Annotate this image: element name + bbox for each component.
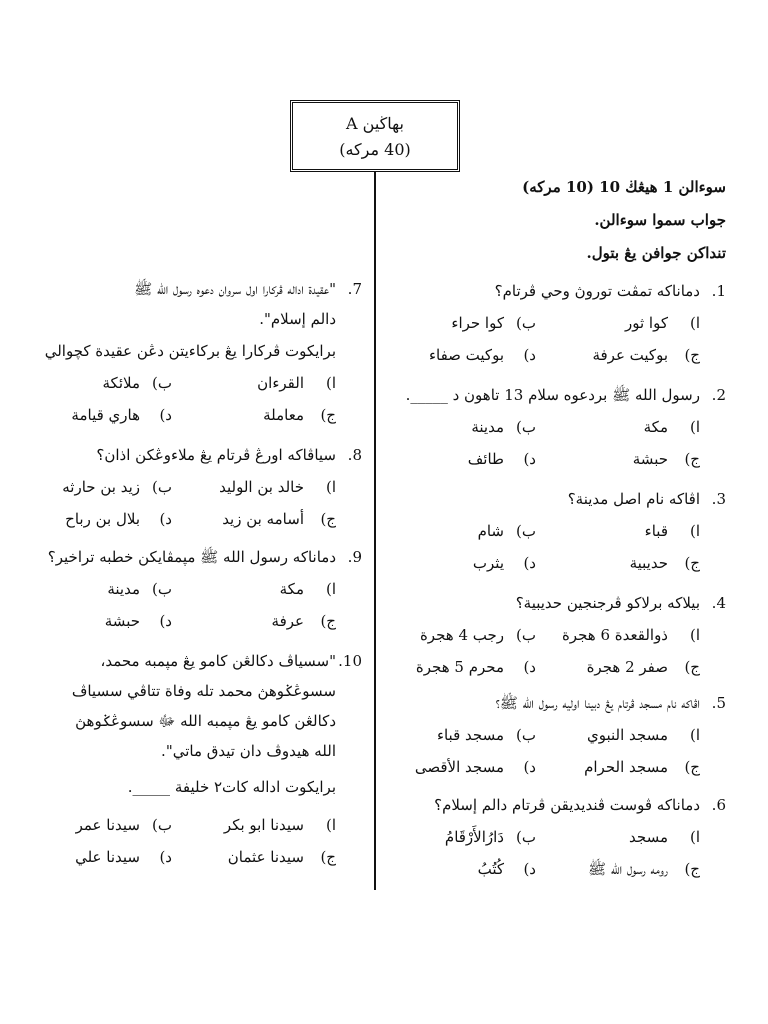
option-d-letter: د) [523,860,536,878]
option-a: خالد بن الوليد [219,478,304,496]
question-text-line-1: "عقيدة اداله ڤركارا اول سروان دعوه رسول الله ﷺ [134,280,336,298]
instruction-line-2: جواب سموا سوءالن. [594,211,726,229]
option-c-letter: ج) [684,860,700,878]
option-b: ملائكة [102,374,140,392]
option-a: ذوالقعدة 6 هجرة [561,626,668,644]
option-d: هاري قيامة [71,406,140,424]
option-d-letter: د) [159,510,172,528]
option-b: مدينة [471,418,504,436]
question-number: 2. [711,386,726,404]
option-b-letter: ب) [152,374,172,392]
option-a: القرءان [257,374,304,392]
option-d: محرم 5 هجرة [415,658,504,676]
question-text-line-2: دالم إسلام". [259,310,336,328]
option-a-letter: ا) [689,522,700,540]
option-c-letter: ج) [320,406,336,424]
option-b-letter: ب) [516,418,536,436]
question-text-line-3: دكالڠن كامو يڠ مپمبه الله ﷻ سسوڠݢوهڽ [75,712,336,730]
option-b-letter: ب) [152,478,172,496]
option-d: بلال بن رباح [65,510,140,528]
option-c-letter: ج) [684,554,700,572]
option-d-letter: د) [523,758,536,776]
option-a-letter: ا) [325,374,336,392]
section-marks: (40 مركه) [339,140,411,159]
instruction-line-1: سوءالن 1 هيڠڬ 10 (10 مركه) [522,178,726,196]
option-c-letter: ج) [684,450,700,468]
question-number: 3. [711,490,726,508]
option-a: سيدنا ابو بكر [223,816,304,834]
option-c: معاملة [263,406,304,424]
question-text-line-5: برايكوت اداله كات٢ خليفة _____. [127,778,336,796]
option-c: عرفة [271,612,304,630]
option-b-letter: ب) [516,828,536,846]
option-d: سيدنا علي [75,848,140,866]
option-b: رجب 4 هجرة [419,626,504,644]
question-text: دماناكه ڤوست ڤنديديقن ڤرتام دالم إسلام؟ [434,796,700,814]
option-a-letter: ا) [689,726,700,744]
question-text-line-2: سسوڠݢوهڽ محمد تله وفاة تتاڤي سسياڤ [71,682,336,700]
question-text: بيلاكه برلاكو ڤرجنجين حديبية؟ [515,594,700,612]
option-d-letter: د) [523,554,536,572]
option-a: قباء [644,522,668,540]
option-d: بوكيت صفاء [428,346,504,364]
option-a: مكة [643,418,668,436]
option-b-letter: ب) [516,626,536,644]
option-a: مكة [279,580,304,598]
option-b-letter: ب) [152,580,172,598]
option-b-letter: ب) [152,816,172,834]
question-text: دماناكه رسول الله ﷺ مپمڤايكن خطبه تراخير؟ [47,548,336,566]
option-d: يثرب [472,554,504,572]
option-a-letter: ا) [689,314,700,332]
question-number: 6. [711,796,726,814]
question-text-line-1: "سسياڤ دكالڠن كامو يڠ مپمبه محمد، [100,652,336,670]
option-c: صفر 2 هجرة [586,658,668,676]
question-text: رسول الله ﷺ بردعوه سلام 13 تاهون د _____. [405,386,700,404]
question-text: اڤاكه نام اصل مدينة؟ [567,490,700,508]
option-b: كوا حراء [451,314,504,332]
option-b: مدينة [107,580,140,598]
question-number: 10. [338,652,362,670]
option-a-letter: ا) [689,626,700,644]
option-b-letter: ب) [516,314,536,332]
option-c-letter: ج) [684,758,700,776]
question-text: سياڤاكه اورڠ ڤرتام يڠ ملاءوڠكن اذان؟ [96,446,336,464]
instruction-line-3: تنداكن جوافن يڠ بتول. [586,244,726,262]
option-c-letter: ج) [684,658,700,676]
option-d-letter: د) [523,450,536,468]
option-c: حديبية [629,554,668,572]
option-c: بوكيت عرفة [592,346,668,364]
option-c-letter: ج) [320,612,336,630]
option-b: شام [477,522,504,540]
option-b-letter: ب) [516,726,536,744]
option-b: مسجد قباء [436,726,504,744]
question-text-line-3: برايكوت ڤركارا يڠ بركاءيتن دڠن عقيدة كچوالي [44,342,336,360]
question-number: 5. [711,694,726,712]
option-a-letter: ا) [325,580,336,598]
option-d-letter: د) [523,346,536,364]
option-d: حبشة [104,612,140,630]
question-text: اڤاكه نام مسجد ڤرتام يڠ دبينا اوليه رسول الله ﷺ؟ [495,694,700,712]
option-a-letter: ا) [689,418,700,436]
question-number: 1. [711,282,726,300]
right-column [405,0,726,1024]
option-c: سيدنا عثمان [227,848,304,866]
option-a-letter: ا) [325,816,336,834]
option-c: حبشة [632,450,668,468]
option-d: طائف [467,450,504,468]
option-b-letter: ب) [516,522,536,540]
column-divider [374,172,376,890]
option-d: مسجد الأقصى [414,758,504,776]
option-c: أسامه بن زيد [222,510,304,528]
option-a-letter: ا) [325,478,336,496]
option-c: رومه رسول الله ﷺ [587,860,668,878]
option-b: زيد بن حارثه [62,478,140,496]
question-number: 8. [347,446,362,464]
option-d-letter: د) [159,406,172,424]
option-d-letter: د) [159,612,172,630]
question-number: 7. [347,280,362,298]
section-title: بهاڬين A [346,114,404,133]
option-c-letter: ج) [684,346,700,364]
question-number: 4. [711,594,726,612]
option-c-letter: ج) [320,848,336,866]
option-b: دَارُالأَرْقَامُ [444,828,504,846]
option-a: كوا ثور [625,314,668,332]
question-text-line-4: الله هيدوڤ دان تيدق ماتي". [161,742,336,760]
option-a: مسجد [629,828,668,846]
left-column [44,0,362,1024]
option-c-letter: ج) [320,510,336,528]
option-d-letter: د) [159,848,172,866]
option-c: مسجد الحرام [584,758,668,776]
option-d-letter: د) [523,658,536,676]
option-a: مسجد النبوي [586,726,668,744]
option-a-letter: ا) [689,828,700,846]
question-number: 9. [347,548,362,566]
option-d: كُتُبُ [477,860,504,878]
question-text: دماناكه تمڤت توروڽ وحي ڤرتام؟ [494,282,700,300]
option-b: سيدنا عمر [75,816,140,834]
